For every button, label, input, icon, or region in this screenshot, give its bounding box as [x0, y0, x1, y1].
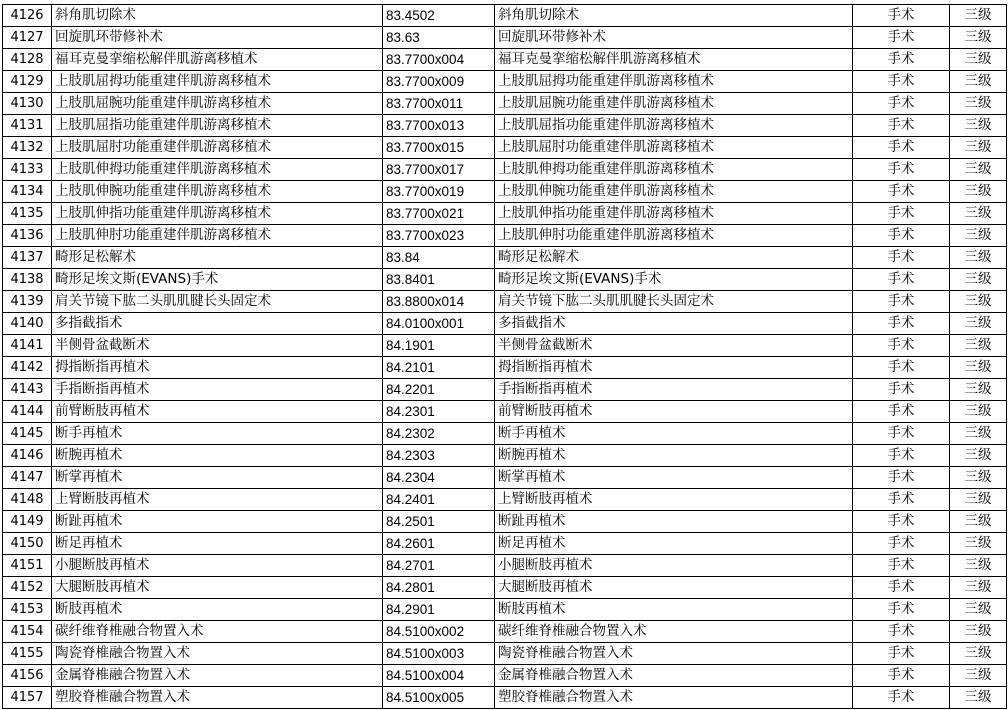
procedure-code-cell: 83.7700x023 [383, 225, 495, 247]
grade-cell: 三级 [950, 335, 1007, 357]
grade-cell: 三级 [950, 423, 1007, 445]
table-row [3, 555, 1007, 577]
procedure-name-cell: 小腿断肢再植术 [52, 555, 383, 577]
procedure-name-cell: 断肢再植术 [52, 599, 383, 621]
table-row [3, 5, 1007, 27]
grade-cell: 三级 [950, 313, 1007, 335]
procedure-name-cell: 多指截指术 [52, 313, 383, 335]
standard-name-cell: 半侧骨盆截断术 [495, 335, 853, 357]
standard-name-cell: 断手再植术 [495, 423, 853, 445]
grade-cell: 三级 [950, 269, 1007, 291]
category-cell: 手术 [853, 181, 950, 203]
procedure-code-cell: 84.1901 [383, 335, 495, 357]
row-number-cell: 4154 [3, 621, 52, 643]
row-number-cell: 4132 [3, 137, 52, 159]
row-number-cell: 4145 [3, 423, 52, 445]
standard-name-cell: 大腿断肢再植术 [495, 577, 853, 599]
row-number-cell: 4128 [3, 49, 52, 71]
procedure-name-cell: 陶瓷脊椎融合物置入术 [52, 643, 383, 665]
standard-name-cell: 肩关节镜下肱二头肌肌腱长头固定术 [495, 291, 853, 313]
procedure-name-cell: 上肢肌伸腕功能重建伴肌游离移植术 [52, 181, 383, 203]
row-number-cell: 4155 [3, 643, 52, 665]
row-number-cell: 4144 [3, 401, 52, 423]
grade-cell: 三级 [950, 357, 1007, 379]
table-row [3, 335, 1007, 357]
category-cell: 手术 [853, 159, 950, 181]
category-cell: 手术 [853, 247, 950, 269]
category-cell: 手术 [853, 511, 950, 533]
grade-cell: 三级 [950, 577, 1007, 599]
row-number-cell: 4150 [3, 533, 52, 555]
table-row [3, 181, 1007, 203]
category-cell: 手术 [853, 269, 950, 291]
procedure-name-cell: 断趾再植术 [52, 511, 383, 533]
procedure-code-cell: 84.2701 [383, 555, 495, 577]
category-cell: 手术 [853, 313, 950, 335]
procedure-code-cell: 84.5100x004 [383, 665, 495, 687]
category-cell: 手术 [853, 93, 950, 115]
row-number-cell: 4143 [3, 379, 52, 401]
standard-name-cell: 断掌再植术 [495, 467, 853, 489]
row-number-cell: 4157 [3, 687, 52, 709]
table-row [3, 665, 1007, 687]
row-number-cell: 4136 [3, 225, 52, 247]
standard-name-cell: 拇指断指再植术 [495, 357, 853, 379]
procedure-code-cell: 83.7700x004 [383, 49, 495, 71]
row-number-cell: 4140 [3, 313, 52, 335]
procedure-name-cell: 畸形足松解术 [52, 247, 383, 269]
category-cell: 手术 [853, 423, 950, 445]
row-number-cell: 4142 [3, 357, 52, 379]
procedure-name-cell: 上臂断肢再植术 [52, 489, 383, 511]
grade-cell: 三级 [950, 115, 1007, 137]
standard-name-cell: 断足再植术 [495, 533, 853, 555]
row-number-cell: 4127 [3, 27, 52, 49]
standard-name-cell: 碳纤维脊椎融合物置入术 [495, 621, 853, 643]
procedure-name-cell: 断足再植术 [52, 533, 383, 555]
row-number-cell: 4139 [3, 291, 52, 313]
category-cell: 手术 [853, 5, 950, 27]
row-number-cell: 4152 [3, 577, 52, 599]
standard-name-cell: 上肢肌屈拇功能重建伴肌游离移植术 [495, 71, 853, 93]
row-number-cell: 4134 [3, 181, 52, 203]
table-row [3, 225, 1007, 247]
grade-cell: 三级 [950, 555, 1007, 577]
procedure-code-cell: 83.63 [383, 27, 495, 49]
standard-name-cell: 断趾再植术 [495, 511, 853, 533]
row-number-cell: 4156 [3, 665, 52, 687]
grade-cell: 三级 [950, 159, 1007, 181]
table-row [3, 445, 1007, 467]
table-row [3, 203, 1007, 225]
procedure-name-cell: 断腕再植术 [52, 445, 383, 467]
grade-cell: 三级 [950, 71, 1007, 93]
procedure-code-cell: 84.5100x005 [383, 687, 495, 709]
procedure-code-cell: 83.84 [383, 247, 495, 269]
procedure-code-cell: 83.7700x011 [383, 93, 495, 115]
category-cell: 手术 [853, 71, 950, 93]
category-cell: 手术 [853, 335, 950, 357]
category-cell: 手术 [853, 445, 950, 467]
row-number-cell: 4146 [3, 445, 52, 467]
category-cell: 手术 [853, 401, 950, 423]
standard-name-cell: 小腿断肢再植术 [495, 555, 853, 577]
procedure-name-cell: 回旋肌环带修补术 [52, 27, 383, 49]
procedure-table [2, 4, 1007, 709]
procedure-code-cell: 83.7700x015 [383, 137, 495, 159]
category-cell: 手术 [853, 467, 950, 489]
category-cell: 手术 [853, 599, 950, 621]
category-cell: 手术 [853, 357, 950, 379]
procedure-name-cell: 上肢肌伸拇功能重建伴肌游离移植术 [52, 159, 383, 181]
row-number-cell: 4153 [3, 599, 52, 621]
category-cell: 手术 [853, 533, 950, 555]
procedure-name-cell: 大腿断肢再植术 [52, 577, 383, 599]
procedure-code-cell: 84.0100x001 [383, 313, 495, 335]
category-cell: 手术 [853, 115, 950, 137]
category-cell: 手术 [853, 643, 950, 665]
table-row [3, 313, 1007, 335]
standard-name-cell: 回旋肌环带修补术 [495, 27, 853, 49]
procedure-name-cell: 金属脊椎融合物置入术 [52, 665, 383, 687]
row-number-cell: 4147 [3, 467, 52, 489]
category-cell: 手术 [853, 379, 950, 401]
procedure-code-cell: 84.2304 [383, 467, 495, 489]
procedure-name-cell: 上肢肌屈肘功能重建伴肌游离移植术 [52, 137, 383, 159]
table-row [3, 137, 1007, 159]
standard-name-cell: 断腕再植术 [495, 445, 853, 467]
procedure-code-cell: 84.2303 [383, 445, 495, 467]
procedure-code-cell: 83.7700x021 [383, 203, 495, 225]
category-cell: 手术 [853, 291, 950, 313]
grade-cell: 三级 [950, 643, 1007, 665]
procedure-code-cell: 83.8800x014 [383, 291, 495, 313]
standard-name-cell: 手指断指再植术 [495, 379, 853, 401]
table-row [3, 269, 1007, 291]
grade-cell: 三级 [950, 181, 1007, 203]
procedure-name-cell: 手指断指再植术 [52, 379, 383, 401]
procedure-name-cell: 塑胶脊椎融合物置入术 [52, 687, 383, 709]
procedure-name-cell: 斜角肌切除术 [52, 5, 383, 27]
category-cell: 手术 [853, 621, 950, 643]
grade-cell: 三级 [950, 137, 1007, 159]
row-number-cell: 4133 [3, 159, 52, 181]
grade-cell: 三级 [950, 291, 1007, 313]
standard-name-cell: 上肢肌伸指功能重建伴肌游离移植术 [495, 203, 853, 225]
standard-name-cell: 塑胶脊椎融合物置入术 [495, 687, 853, 709]
procedure-name-cell: 拇指断指再植术 [52, 357, 383, 379]
procedure-name-cell: 上肢肌伸肘功能重建伴肌游离移植术 [52, 225, 383, 247]
table-row [3, 159, 1007, 181]
category-cell: 手术 [853, 687, 950, 709]
standard-name-cell: 陶瓷脊椎融合物置入术 [495, 643, 853, 665]
table-row [3, 687, 1007, 709]
procedure-name-cell: 上肢肌屈拇功能重建伴肌游离移植术 [52, 71, 383, 93]
table-row [3, 511, 1007, 533]
table-row [3, 423, 1007, 445]
row-number-cell: 4131 [3, 115, 52, 137]
row-number-cell: 4149 [3, 511, 52, 533]
grade-cell: 三级 [950, 687, 1007, 709]
standard-name-cell: 断肢再植术 [495, 599, 853, 621]
procedure-code-cell: 83.4502 [383, 5, 495, 27]
category-cell: 手术 [853, 555, 950, 577]
standard-name-cell: 上肢肌伸腕功能重建伴肌游离移植术 [495, 181, 853, 203]
table-row [3, 533, 1007, 555]
procedure-code-cell: 84.2101 [383, 357, 495, 379]
procedure-code-cell: 83.7700x013 [383, 115, 495, 137]
procedure-name-cell: 福耳克曼挛缩松解伴肌游离移植术 [52, 49, 383, 71]
standard-name-cell: 上肢肌屈指功能重建伴肌游离移植术 [495, 115, 853, 137]
procedure-code-cell: 83.7700x017 [383, 159, 495, 181]
grade-cell: 三级 [950, 27, 1007, 49]
category-cell: 手术 [853, 49, 950, 71]
procedure-code-cell: 83.7700x009 [383, 71, 495, 93]
row-number-cell: 4151 [3, 555, 52, 577]
table-row [3, 247, 1007, 269]
standard-name-cell: 斜角肌切除术 [495, 5, 853, 27]
row-number-cell: 4141 [3, 335, 52, 357]
standard-name-cell: 上肢肌伸拇功能重建伴肌游离移植术 [495, 159, 853, 181]
table-row [3, 467, 1007, 489]
table-row [3, 401, 1007, 423]
procedure-code-cell: 84.2601 [383, 533, 495, 555]
procedure-name-cell: 碳纤维脊椎融合物置入术 [52, 621, 383, 643]
grade-cell: 三级 [950, 93, 1007, 115]
procedure-code-cell: 84.2501 [383, 511, 495, 533]
category-cell: 手术 [853, 665, 950, 687]
standard-name-cell: 上肢肌屈肘功能重建伴肌游离移植术 [495, 137, 853, 159]
table-row [3, 489, 1007, 511]
row-number-cell: 4130 [3, 93, 52, 115]
grade-cell: 三级 [950, 225, 1007, 247]
category-cell: 手术 [853, 137, 950, 159]
standard-name-cell: 上臂断肢再植术 [495, 489, 853, 511]
grade-cell: 三级 [950, 401, 1007, 423]
table-row [3, 49, 1007, 71]
table-row [3, 115, 1007, 137]
standard-name-cell: 畸形足埃文斯(EVANS)手术 [495, 269, 853, 291]
procedure-code-cell: 84.5100x003 [383, 643, 495, 665]
procedure-code-cell: 83.7700x019 [383, 181, 495, 203]
procedure-name-cell: 断掌再植术 [52, 467, 383, 489]
procedure-name-cell: 上肢肌屈指功能重建伴肌游离移植术 [52, 115, 383, 137]
procedure-table-body [3, 5, 1007, 709]
row-number-cell: 4126 [3, 5, 52, 27]
standard-name-cell: 上肢肌屈腕功能重建伴肌游离移植术 [495, 93, 853, 115]
table-row [3, 621, 1007, 643]
table-row [3, 71, 1007, 93]
grade-cell: 三级 [950, 533, 1007, 555]
category-cell: 手术 [853, 225, 950, 247]
procedure-code-cell: 84.2201 [383, 379, 495, 401]
procedure-name-cell: 肩关节镜下肱二头肌肌腱长头固定术 [52, 291, 383, 313]
procedure-name-cell: 半侧骨盆截断术 [52, 335, 383, 357]
standard-name-cell: 上肢肌伸肘功能重建伴肌游离移植术 [495, 225, 853, 247]
table-row [3, 357, 1007, 379]
standard-name-cell: 福耳克曼挛缩松解伴肌游离移植术 [495, 49, 853, 71]
grade-cell: 三级 [950, 203, 1007, 225]
table-row [3, 577, 1007, 599]
procedure-code-cell: 84.2801 [383, 577, 495, 599]
procedure-code-cell: 84.5100x002 [383, 621, 495, 643]
category-cell: 手术 [853, 203, 950, 225]
grade-cell: 三级 [950, 49, 1007, 71]
standard-name-cell: 多指截指术 [495, 313, 853, 335]
procedure-code-cell: 83.8401 [383, 269, 495, 291]
grade-cell: 三级 [950, 621, 1007, 643]
standard-name-cell: 前臂断肢再植术 [495, 401, 853, 423]
procedure-code-cell: 84.2301 [383, 401, 495, 423]
row-number-cell: 4148 [3, 489, 52, 511]
standard-name-cell: 畸形足松解术 [495, 247, 853, 269]
table-row [3, 93, 1007, 115]
row-number-cell: 4138 [3, 269, 52, 291]
grade-cell: 三级 [950, 511, 1007, 533]
procedure-name-cell: 断手再植术 [52, 423, 383, 445]
procedure-name-cell: 上肢肌伸指功能重建伴肌游离移植术 [52, 203, 383, 225]
grade-cell: 三级 [950, 599, 1007, 621]
row-number-cell: 4135 [3, 203, 52, 225]
table-row [3, 599, 1007, 621]
grade-cell: 三级 [950, 5, 1007, 27]
procedure-code-cell: 84.2901 [383, 599, 495, 621]
table-row [3, 291, 1007, 313]
table-row [3, 379, 1007, 401]
procedure-code-cell: 84.2401 [383, 489, 495, 511]
grade-cell: 三级 [950, 247, 1007, 269]
grade-cell: 三级 [950, 665, 1007, 687]
category-cell: 手术 [853, 577, 950, 599]
table-row [3, 27, 1007, 49]
grade-cell: 三级 [950, 489, 1007, 511]
category-cell: 手术 [853, 27, 950, 49]
procedure-name-cell: 前臂断肢再植术 [52, 401, 383, 423]
grade-cell: 三级 [950, 445, 1007, 467]
procedure-name-cell: 上肢肌屈腕功能重建伴肌游离移植术 [52, 93, 383, 115]
procedure-code-cell: 84.2302 [383, 423, 495, 445]
table-row [3, 643, 1007, 665]
row-number-cell: 4137 [3, 247, 52, 269]
category-cell: 手术 [853, 489, 950, 511]
grade-cell: 三级 [950, 467, 1007, 489]
standard-name-cell: 金属脊椎融合物置入术 [495, 665, 853, 687]
row-number-cell: 4129 [3, 71, 52, 93]
grade-cell: 三级 [950, 379, 1007, 401]
procedure-name-cell: 畸形足埃文斯(EVANS)手术 [52, 269, 383, 291]
